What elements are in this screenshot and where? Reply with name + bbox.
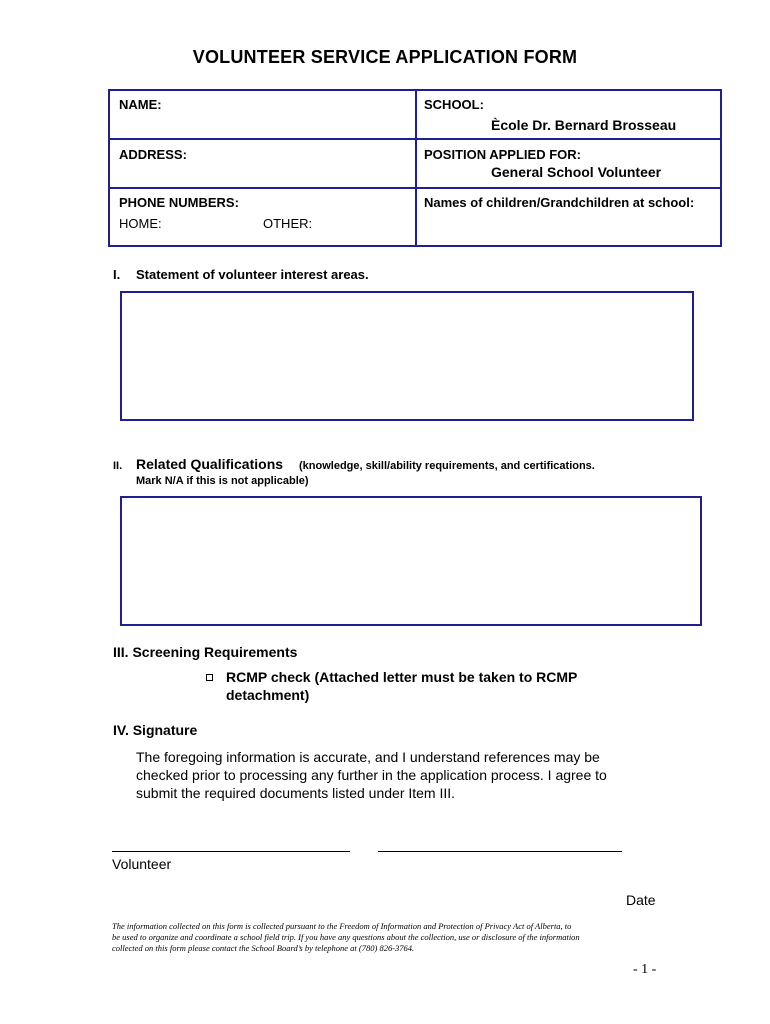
qualifications-textbox[interactable] [120, 496, 702, 626]
interest-areas-textbox[interactable] [120, 291, 694, 421]
home-phone-label: HOME: [119, 216, 162, 231]
section-4-heading: IV. Signature [113, 722, 198, 738]
address-label: ADDRESS: [119, 147, 187, 162]
volunteer-label: Volunteer [112, 856, 172, 872]
section-2-number: II. [113, 460, 123, 472]
applicant-info-table [108, 89, 722, 247]
position-value: General School Volunteer [491, 164, 662, 180]
volunteer-signature-line[interactable] [112, 851, 350, 852]
rcmp-checkbox[interactable] [206, 674, 213, 681]
date-label: Date [626, 892, 656, 908]
name-label: NAME: [119, 97, 162, 112]
signature-statement-line3: submit the required documents listed under Item III. [136, 785, 456, 801]
signature-statement-line1: The foregoing information is accurate, and I understand references may be [136, 749, 600, 765]
privacy-notice-line3: collected on this form please contact the School Board’s by telephone at (780) 826-3764. [112, 943, 415, 953]
form-title: VOLUNTEER SERVICE APPLICATION FORM [192, 47, 578, 67]
address-field[interactable] [110, 139, 415, 187]
school-value: Ècole Dr. Bernard Brosseau [491, 117, 677, 133]
rcmp-item-line1: RCMP check (Attached letter must be taken to RCMP [226, 669, 578, 685]
section-2-heading: Related Qualifications [136, 456, 284, 472]
section-1-heading: Statement of volunteer interest areas. [136, 267, 369, 282]
children-names-field[interactable] [416, 188, 720, 245]
section-1-number: I. [113, 267, 121, 282]
section-3-heading: III. Screening Requirements [113, 644, 298, 660]
privacy-notice-line1: The information collected on this form is collected pursuant to the Freedom of Information and Protection of Privacy Act of Alberta, to [112, 921, 572, 931]
privacy-notice-line2: be used to organize and coordinate a school field trip. If you have any questions about the collection, use or disclosure of the information [112, 932, 580, 942]
other-phone-label: OTHER: [263, 216, 313, 231]
signature-statement-line2: checked prior to processing any further in the application process. I agree to [136, 767, 607, 783]
date-signature-line[interactable] [378, 851, 622, 852]
children-names-label: Names of children/Grandchildren at school: [424, 195, 695, 210]
school-label: SCHOOL: [424, 97, 484, 112]
section-2-note-line2: Mark N/A if this is not applicable) [136, 475, 309, 487]
position-label: POSITION APPLIED FOR: [424, 147, 581, 162]
rcmp-item-line2: detachment) [226, 687, 310, 703]
phone-numbers-label: PHONE NUMBERS: [119, 195, 239, 210]
page-number: - 1 - [633, 962, 657, 977]
name-field[interactable] [110, 91, 415, 138]
section-2-note: (knowledge, skill/ability requirements, and certifications. [299, 460, 595, 472]
